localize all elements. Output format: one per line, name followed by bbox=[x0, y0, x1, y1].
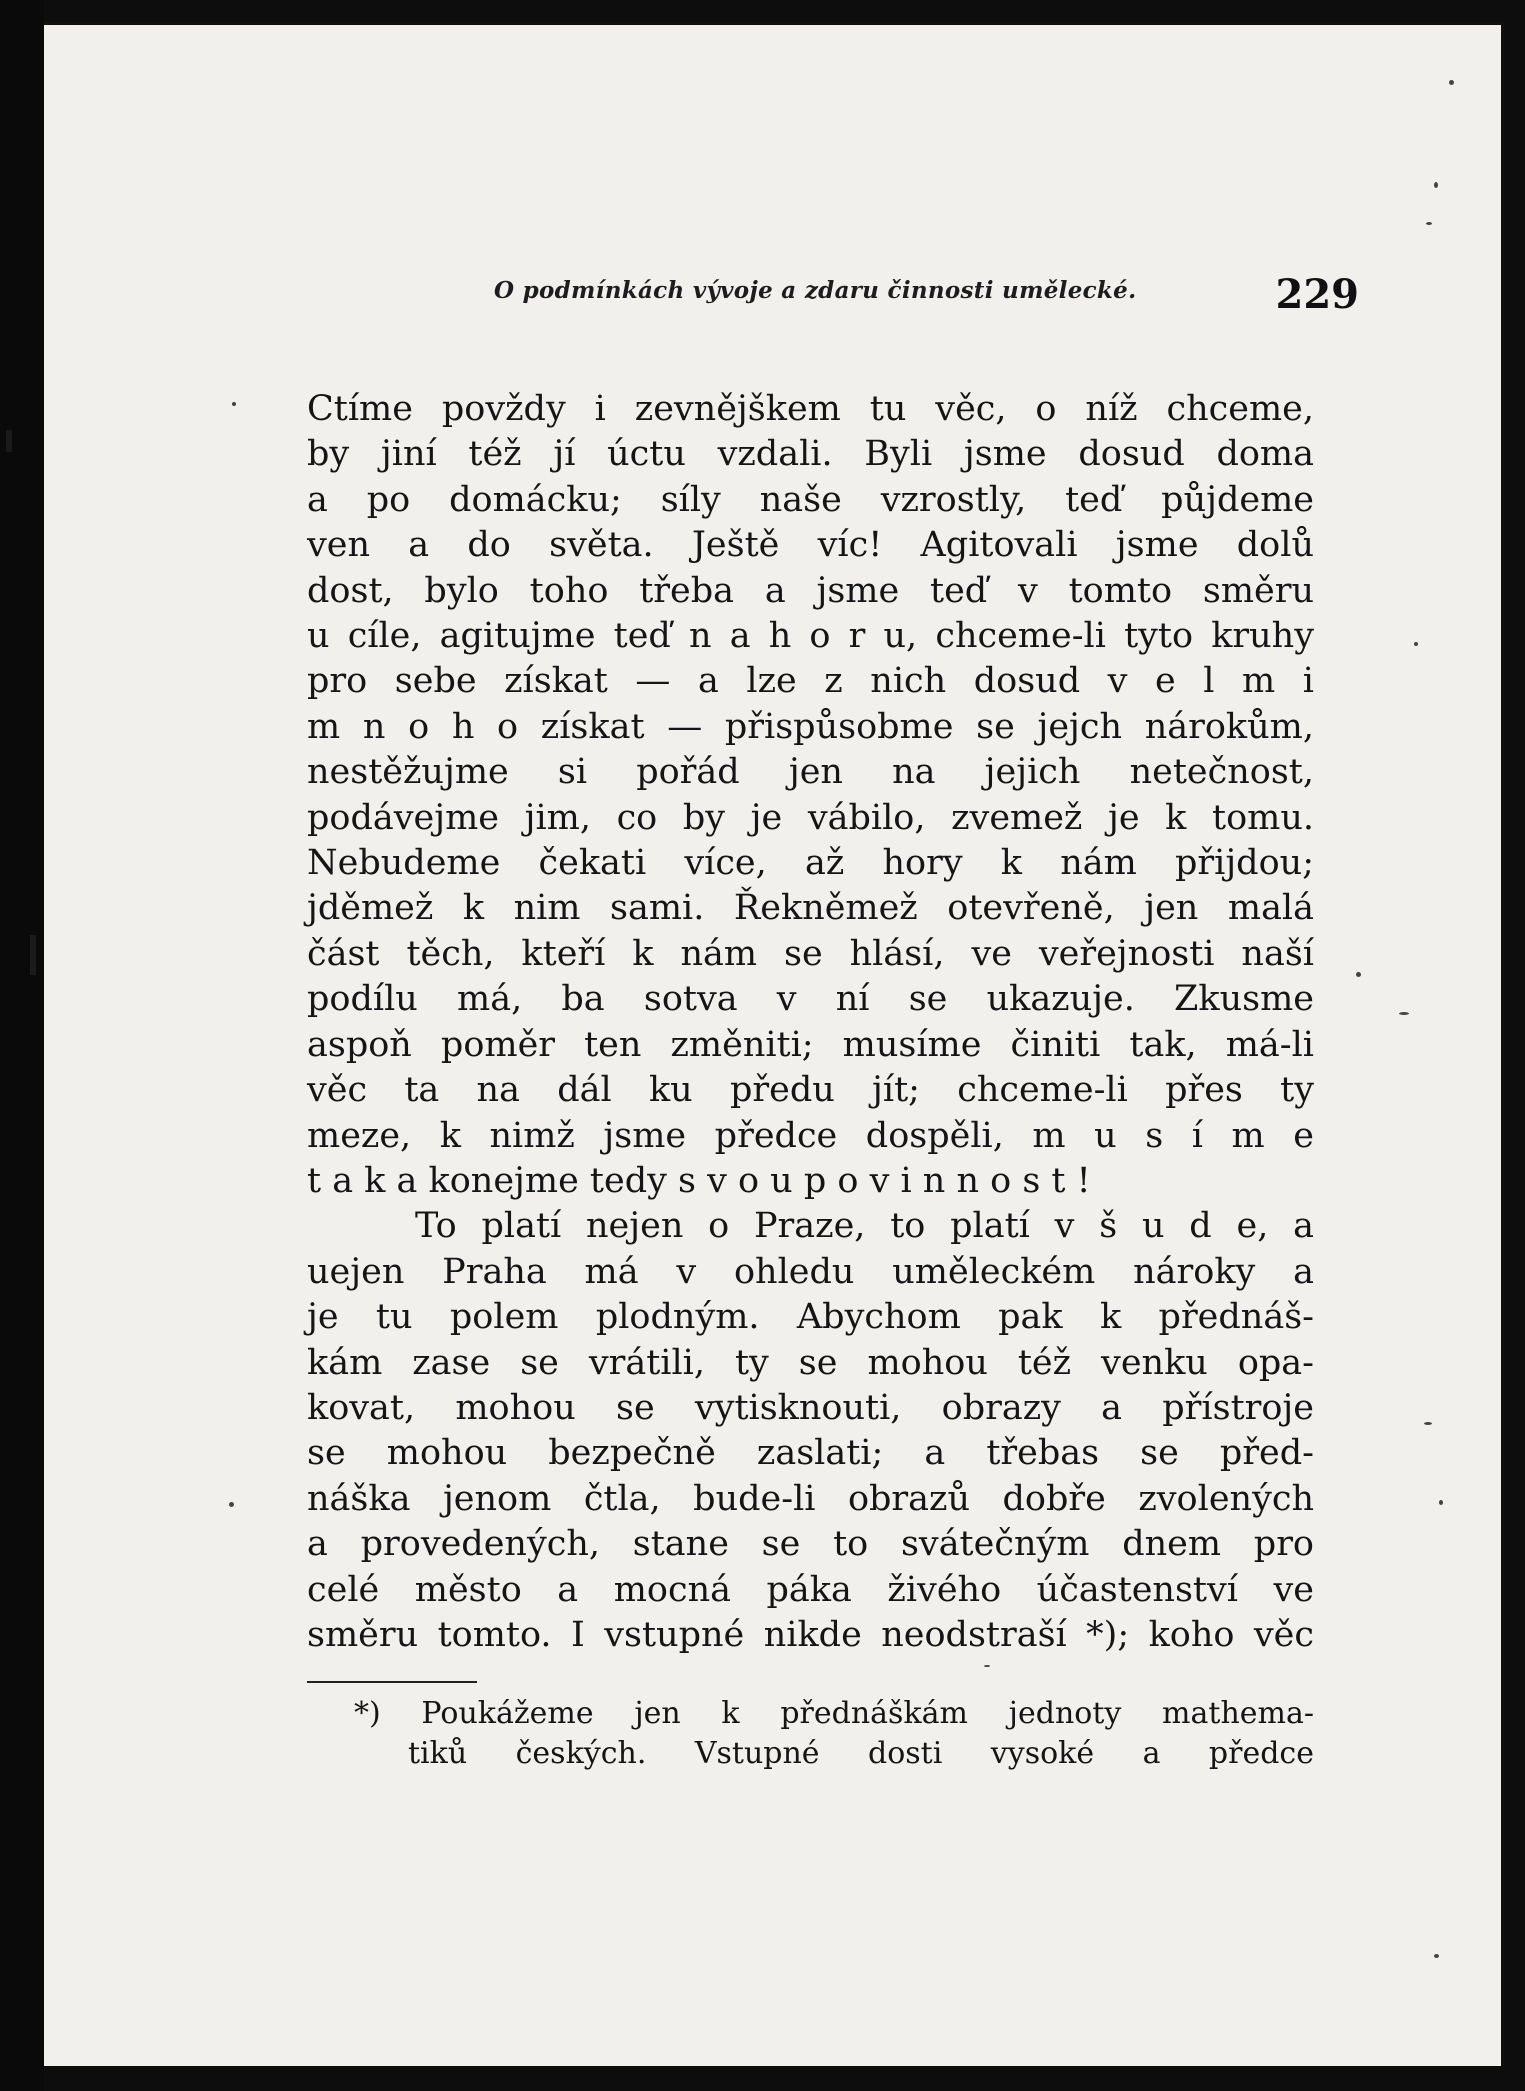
paragraph-first-line: To platí nejen o Praze, to platí v š u d e, a bbox=[415, 1206, 1314, 1247]
footnote-divider bbox=[307, 1681, 477, 1683]
footnote-line: tiků českých. Vstupné dosti vysoké a předce bbox=[408, 1736, 1314, 1771]
print-speck bbox=[1424, 1422, 1432, 1425]
text-line: směru tomto. I vstupné nikde neodstraší *); koho věc bbox=[307, 1614, 1314, 1655]
print-speck bbox=[1414, 642, 1418, 646]
binding-shadow bbox=[0, 0, 44, 2091]
print-speck bbox=[1434, 182, 1438, 188]
print-speck bbox=[1426, 222, 1432, 225]
text-line: se mohou bezpečně zaslati; a třebas se před- bbox=[307, 1433, 1314, 1474]
print-speck bbox=[1449, 80, 1454, 85]
text-line: by jiní též jí úctu vzdali. Byli jsme dosud doma bbox=[307, 434, 1314, 475]
print-speck bbox=[984, 1665, 990, 1667]
page-header bbox=[464, 257, 1359, 327]
text-line: kovat, mohou se vytisknouti, obrazy a přístroje bbox=[307, 1387, 1314, 1428]
text-line: a provedených, stane se to svátečným dnem pro bbox=[307, 1524, 1314, 1565]
print-speck bbox=[1439, 1500, 1443, 1505]
text-line: kám zase se vrátili, ty se mohou též venku opa- bbox=[307, 1342, 1314, 1383]
footnote-line: *) Poukážeme jen k přednáškám jednoty mathema- bbox=[354, 1696, 1314, 1731]
print-speck bbox=[1399, 1012, 1409, 1015]
text-line: Nebudeme čekati více, až hory k nám přijdou; bbox=[307, 843, 1314, 884]
text-line: nestěžujme si pořád jen na jejich netečnost, bbox=[307, 752, 1314, 793]
text-line: m n o h o získat — přispůsobme se jejch nárokům, bbox=[307, 706, 1314, 747]
text-line: podávejme jim, co by je vábilo, zvemež je k tomu. bbox=[307, 797, 1314, 838]
text-line: je tu polem plodným. Abychom pak k přednáš- bbox=[307, 1297, 1314, 1338]
text-line: uejen Praha má v ohledu uměleckém nároky a bbox=[307, 1251, 1314, 1292]
text-line: ven a do světa. Ještě víc! Agitovali jsme dolů bbox=[307, 525, 1314, 566]
print-speck bbox=[229, 1502, 234, 1507]
text-line: podílu má, ba sotva v ní se ukazuje. Zkusme bbox=[307, 979, 1314, 1020]
text-line: meze, k nimž jsme předce dospěli, m u s í m e bbox=[307, 1115, 1314, 1156]
text-line: aspoň poměr ten změniti; musíme činiti tak, má-li bbox=[307, 1024, 1314, 1065]
page-edge-right bbox=[1501, 22, 1504, 2066]
text-line: t a k a konejme tedy s v o u p o v i n n o s t ! bbox=[307, 1160, 1091, 1201]
text-line: jděmež k nim sami. Řekněmež otevřeně, jen malá bbox=[307, 888, 1314, 929]
text-line: náška jenom čtla, bude-li obrazů dobře zvolených bbox=[307, 1478, 1314, 1519]
running-title: O podmínkách vývoje a zdaru činnosti umělecké. bbox=[494, 277, 1137, 304]
text-line: celé město a mocná páka živého účastenství ve bbox=[307, 1569, 1314, 1610]
text-line: u cíle, agitujme teď n a h o r u, chceme-li tyto kruhy bbox=[307, 616, 1314, 657]
text-line: věc ta na dál ku předu jít; chceme-li přes ty bbox=[307, 1070, 1314, 1111]
text-line: pro sebe získat — a lze z nich dosud v e l m i bbox=[307, 661, 1314, 702]
print-speck bbox=[1356, 972, 1361, 977]
print-speck bbox=[232, 402, 236, 406]
print-speck bbox=[1434, 1954, 1439, 1958]
page-number: 229 bbox=[1275, 271, 1359, 318]
text-line: Ctíme povždy i zevnějškem tu věc, o níž chceme, bbox=[307, 389, 1314, 429]
page-edge-top bbox=[44, 22, 1504, 25]
text-line: dost, bylo toho třeba a jsme teď v tomto směru bbox=[307, 570, 1314, 611]
text-line: a po domácku; síly naše vzrostly, teď půjdeme bbox=[307, 479, 1314, 520]
body-text bbox=[307, 387, 1314, 1658]
binding-mark bbox=[6, 430, 12, 452]
book-page bbox=[44, 22, 1504, 2066]
text-line: část těch, kteří k nám se hlásí, ve veřejnosti naší bbox=[307, 933, 1314, 974]
binding-mark bbox=[30, 935, 36, 975]
footnote bbox=[354, 1694, 1314, 1774]
